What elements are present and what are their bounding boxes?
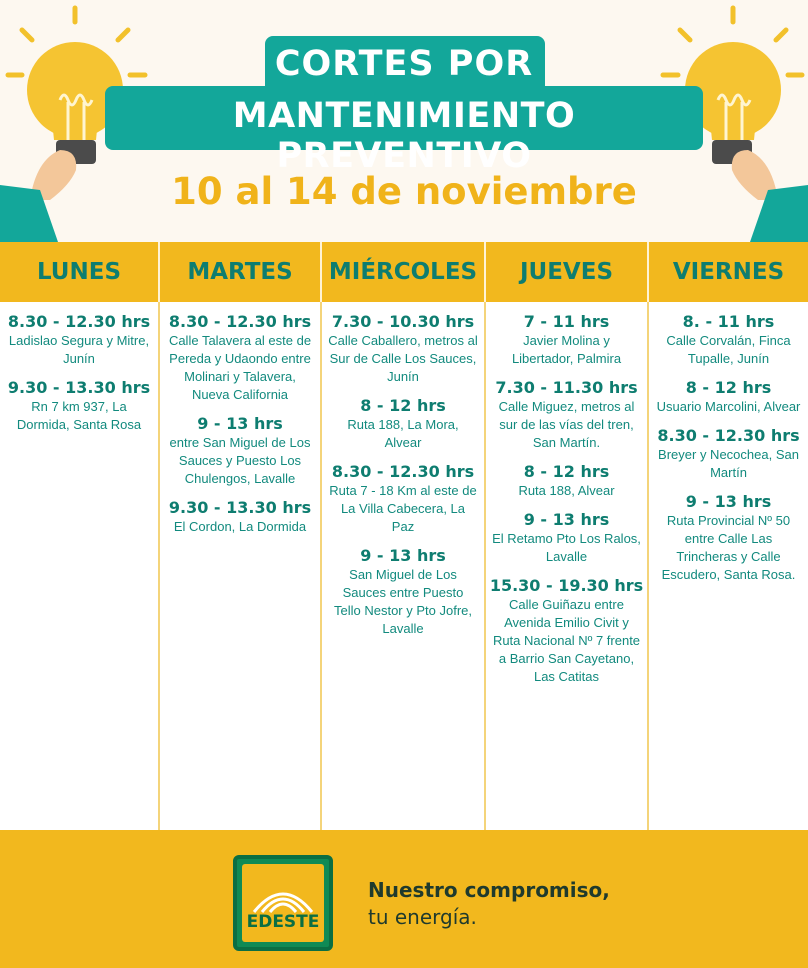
entry-time: 9 - 13 hrs (360, 546, 446, 565)
entry-time: 7 - 11 hrs (523, 312, 610, 331)
column-jueves (486, 302, 649, 830)
entry-time: 9.30 - 13.30 hrs (168, 498, 312, 517)
list-item (486, 378, 647, 452)
entry-place: El Retamo Pto Los Ralos, Lavalle (492, 531, 641, 564)
entry-time: 9 - 13 hrs (197, 414, 283, 433)
entry-time: 8 - 12 hrs (685, 378, 772, 397)
date-range: 10 al 14 de noviembre (171, 170, 637, 213)
day-header-jueves: JUEVES (486, 242, 649, 302)
entry-place: Calle Talavera al este de Pereda y Udaondo entre Molinari y Talavera, Nueva California (168, 333, 312, 402)
list-item (322, 546, 484, 638)
logo-panel (242, 864, 324, 942)
tagline: tu energía. (368, 905, 477, 929)
entry-place: Javier Molina y Libertador, Palmira (511, 333, 622, 366)
logo-text: EDESTE (246, 912, 320, 932)
day-header-miercoles: MIÉRCOLES (322, 242, 486, 302)
entry-time: 7.30 - 10.30 hrs (331, 312, 475, 331)
entry-time: 9.30 - 13.30 hrs (7, 378, 151, 397)
entry-place: Ruta 188, La Mora, Alvear (347, 417, 459, 450)
edeste-logo-icon (233, 855, 333, 951)
entry-time: 8.30 - 12.30 hrs (7, 312, 151, 331)
day-header-martes: MARTES (160, 242, 322, 302)
entry-time: 8. - 11 hrs (682, 312, 775, 331)
list-item (486, 462, 647, 500)
page-title-line2: MANTENIMIENTO PREVENTIVO (232, 96, 576, 176)
entry-place: Calle Corvalán, Finca Tupalle, Junín (666, 333, 791, 366)
list-item (0, 312, 158, 368)
list-item (160, 414, 320, 488)
list-item (649, 312, 808, 368)
title-banner (105, 36, 703, 176)
entry-place: Rn 7 km 937, La Dormida, Santa Rosa (16, 399, 142, 432)
page-title-line1: CORTES POR (274, 44, 534, 84)
entry-time: 7.30 - 11.30 hrs (495, 378, 638, 397)
list-item (160, 312, 320, 404)
entry-place: Breyer y Necochea, San Martín (658, 447, 799, 480)
footer (0, 830, 808, 968)
entry-place: El Cordon, La Dormida (173, 519, 307, 534)
entry-place: Calle Miguez, metros al sur de las vías del tren, San Martín. (498, 399, 635, 450)
entry-place: Ruta 7 - 18 Km al este de La Villa Cabecera, La Paz (329, 483, 477, 534)
entry-place: entre San Miguel de Los Sauces y Puesto Los Chulengos, Lavalle (169, 435, 311, 486)
entry-place: San Miguel de Los Sauces entre Puesto Tello Nestor y Pto Jofre, Lavalle (334, 567, 472, 636)
column-viernes (649, 302, 808, 830)
day-header-lunes: LUNES (0, 242, 160, 302)
list-item (322, 462, 484, 536)
column-martes (160, 302, 322, 830)
entry-time: 8.30 - 12.30 hrs (168, 312, 312, 331)
list-item (160, 498, 320, 536)
list-item (486, 510, 647, 566)
entry-place: Calle Caballero, metros al Sur de Calle Los Sauces, Junín (328, 333, 478, 384)
entry-place: Usuario Marcolini, Alvear (656, 399, 801, 414)
list-item (649, 378, 808, 416)
entry-time: 8.30 - 12.30 hrs (657, 426, 800, 445)
list-item (322, 312, 484, 386)
column-lunes (0, 302, 160, 830)
entry-place: Ruta 188, Alvear (518, 483, 615, 498)
entry-place: Ladislao Segura y Mitre, Junín (8, 333, 150, 366)
logo-arcs-icon (242, 866, 324, 916)
entry-time: 15.30 - 19.30 hrs (489, 576, 644, 595)
entry-place: Calle Guiñazu entre Avenida Emilio Civit y Ruta Nacional Nº 7 frente a Barrio San Cayetano, Las Catitas (492, 597, 641, 684)
entry-time: 8 - 12 hrs (360, 396, 446, 415)
list-item (322, 396, 484, 452)
list-item (649, 426, 808, 482)
tagline-bold: Nuestro compromiso, (368, 878, 610, 902)
entry-time: 9 - 13 hrs (523, 510, 610, 529)
day-header-row (0, 242, 808, 302)
header (0, 0, 808, 242)
day-header-viernes: VIERNES (672, 259, 785, 285)
list-item (486, 576, 647, 686)
list-item (486, 312, 647, 368)
entry-time: 8.30 - 12.30 hrs (331, 462, 475, 481)
entry-place: Ruta Provincial Nº 50 entre Calle Las Trincheras y Calle Escudero, Santa Rosa. (661, 513, 796, 582)
entry-time: 9 - 13 hrs (685, 492, 772, 511)
column-miercoles (322, 302, 486, 830)
list-item (0, 378, 158, 434)
schedule-table (0, 302, 808, 830)
entry-time: 8 - 12 hrs (523, 462, 610, 481)
list-item (649, 492, 808, 584)
